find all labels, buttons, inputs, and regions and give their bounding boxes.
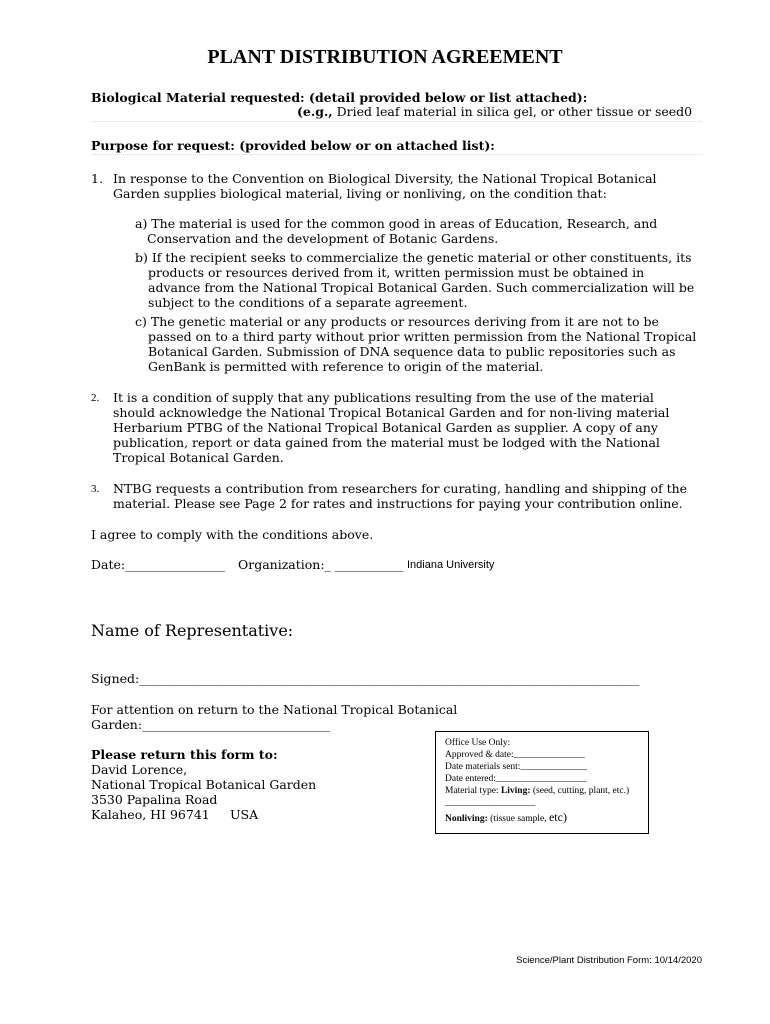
clause-1b-line: advance from the National Tropical Botanical Garden. Such commercialization will be [148,280,695,295]
clause-2-text [113,390,669,465]
clause-2-line: It is a condition of supply that any publications resulting from the use of the material [113,390,654,405]
office-nonliving [445,811,639,825]
return-country: USA [230,807,259,822]
clause-1a [135,216,657,246]
office-approved-field: Approved & date:_______________ [445,750,585,760]
biological-material-example [297,104,692,119]
attention-line-1: For attention on return to the National Tropical Botanical [91,702,458,717]
office-use-box [435,731,649,834]
clause-1a-line: a) The material is used for the common good in areas of Education, Research, and [135,216,658,231]
return-address-line: David Lorence, [91,762,188,777]
clause-3-line: material. Please see Page 2 for rates and instructions for paying your contribution online. [113,496,683,511]
attention-garden-field[interactable]: Garden:______________________________ [91,717,330,732]
clause-1c-line: Botanical Garden. Submission of DNA sequence data to public repositories such as [148,344,676,359]
clause-3-text [113,481,687,511]
return-address-line: National Tropical Botanical Garden [91,777,317,792]
organization-field[interactable]: Organization:_ ___________ [238,557,404,572]
clause-2-line: Herbarium PTBG of the National Tropical Botanical Garden as supplier. A copy of any [113,420,658,435]
biological-material-heading: Biological Material requested: (detail provided below or list attached): [91,90,588,105]
clause-1b-line: products or resources derived from it, written permission must be obtained in [148,265,645,280]
clause-1a-line: Conservation and the development of Botanic Gardens. [147,231,499,246]
nonliving-label: Nonliving: [445,814,488,824]
nonliving-etc: etc) [548,810,567,824]
office-sent-field: Date materials sent:______________ [445,762,587,772]
clause-3-number: 3. [91,483,100,495]
footer-form-id: Science/Plant Distribution Form: 10/14/2020 [516,955,702,966]
example-prefix: (e.g., [297,104,333,119]
clause-2-line: Tropical Botanical Garden. [113,450,284,465]
clause-1-line: In response to the Convention on Biological Diversity, the National Tropical Botanical [113,171,657,186]
clause-1c-line: GenBank is permitted with reference to origin of the material. [148,359,544,374]
date-field[interactable]: Date:________________ [91,557,226,572]
clause-1-number: 1. [91,171,103,186]
return-city: Kalaheo, HI 96741 [91,807,210,822]
clause-1c-line: c) The genetic material or any products or resources deriving from it are not to be [135,314,659,329]
nonliving-detail: (tissue sample, [487,814,549,824]
representative-name-label: Name of Representative: [91,621,294,640]
clause-1c-line: passed on to a third party without prior written permission from the National Tropical [148,329,697,344]
clause-2-line: publication, report or data gained from the material must be lodged with the National [113,435,660,450]
example-text: Dried leaf material in silica gel, or other tissue or seed0 [332,104,693,119]
signature-field[interactable]: Signed:________________________________________________________________________________ [91,671,640,686]
biological-material-field-line [91,121,702,122]
organization-value: Indiana University [407,559,495,571]
clause-2-line: should acknowledge the National Tropical Botanical Garden and for non-living material [113,405,670,420]
living-label: Living: [500,786,531,796]
clause-1b-line: subject to the conditions of a separate agreement. [148,295,468,310]
office-material-type [445,785,639,797]
living-detail: (seed, cutting, plant, etc.) [530,786,630,796]
office-entered-field: Date entered:___________________ [445,774,587,784]
page-title: PLANT DISTRIBUTION AGREEMENT [207,46,563,68]
clause-1-line: Garden supplies biological material, living or nonliving, on the condition that: [113,186,607,201]
purpose-field-line [91,154,702,155]
material-type-label: Material type: [445,786,501,796]
office-use-title: Office Use Only: [445,738,511,748]
purpose-heading: Purpose for request: (provided below or on attached list): [91,138,495,153]
return-address-line: 3530 Papalina Road [91,792,218,807]
agreement-statement: I agree to comply with the conditions above. [91,527,374,542]
office-blank-line: ___________________ [445,798,536,808]
clause-2-number: 2. [91,392,100,404]
clause-1c [135,314,696,374]
clause-1b [135,250,694,310]
clause-1-text [113,171,657,201]
return-heading: Please return this form to: [91,747,278,762]
clause-3-line: NTBG requests a contribution from researchers for curating, handling and shipping of the [113,481,688,496]
clause-1b-line: b) If the recipient seeks to commercialize the genetic material or other constituents, its [135,250,692,265]
